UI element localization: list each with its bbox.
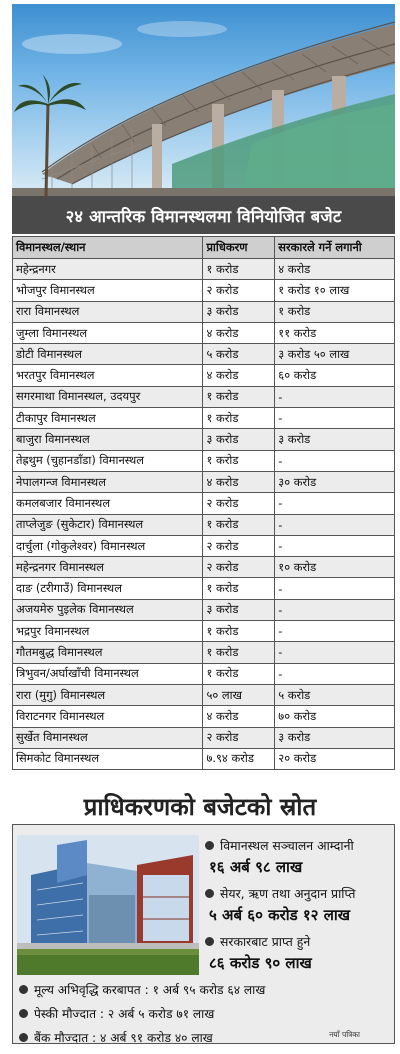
- cell-authority: १ करोड: [203, 578, 275, 599]
- cell-government: ४ करोड: [275, 259, 395, 280]
- cell-authority: ३ करोड: [203, 429, 275, 450]
- header-authority: प्राधिकरण: [203, 237, 275, 259]
- cell-airport: रारा विमानस्थल: [13, 301, 203, 322]
- cell-government: ३ करोड: [275, 727, 395, 748]
- bullet-icon: [19, 1033, 28, 1042]
- cell-airport: विराटनगर विमानस्थल: [13, 706, 203, 727]
- cell-airport: कमलबजार विमानस्थल: [13, 493, 203, 514]
- source-box: [12, 824, 395, 1044]
- table-row: [13, 642, 395, 663]
- cell-government: ७० करोड: [275, 706, 395, 727]
- budget-table: [12, 236, 395, 770]
- cell-government: -: [275, 599, 395, 620]
- cell-airport: टीकापुर विमानस्थल: [13, 408, 203, 429]
- table-row: [13, 599, 395, 620]
- cell-airport: भद्रपुर विमानस्थल: [13, 621, 203, 642]
- cell-government: -: [275, 493, 395, 514]
- cell-airport: सिमकोट विमानस्थल: [13, 748, 203, 769]
- advance-line: [19, 1005, 214, 1022]
- cell-airport: बाजुरा विमानस्थल: [13, 429, 203, 450]
- table-row: [13, 344, 395, 365]
- table-row: [13, 557, 395, 578]
- header-government: सरकारले गर्ने लगानी: [275, 237, 395, 259]
- cell-authority: १ करोड: [203, 408, 275, 429]
- cell-authority: २ करोड: [203, 535, 275, 556]
- bullet-icon: [19, 1009, 28, 1018]
- table-row: [13, 386, 395, 407]
- cell-airport: भरतपुर विमानस्थल: [13, 365, 203, 386]
- table-row: [13, 493, 395, 514]
- table-row: [13, 471, 395, 492]
- cell-authority: ५ करोड: [203, 344, 275, 365]
- source-amount: १६ अर्ब ९८ लाख: [209, 858, 303, 876]
- cell-airport: ताप्लेजुङ (सुकेटार) विमानस्थल: [13, 514, 203, 535]
- source-heading: प्राधिकरणको बजेटको स्रोत: [83, 792, 317, 821]
- cell-government: -: [275, 621, 395, 642]
- cell-airport: महेन्द्रनगर: [13, 259, 203, 280]
- cell-government: ३० करोड: [275, 471, 395, 492]
- cell-authority: ३ करोड: [203, 301, 275, 322]
- cell-authority: २ करोड: [203, 493, 275, 514]
- cell-airport: रारा (मुगु) विमानस्थल: [13, 684, 203, 705]
- cell-airport: सुर्खेत विमानस्थल: [13, 727, 203, 748]
- source-label: सरकारबाट प्राप्त हुने: [220, 934, 311, 949]
- cell-airport: महेन्द्रनगर विमानस्थल: [13, 557, 203, 578]
- cell-authority: १ करोड: [203, 642, 275, 663]
- credit-text: नयाँ पत्रिका: [329, 1030, 360, 1039]
- table-row: [13, 322, 395, 343]
- table-row: [13, 706, 395, 727]
- cell-airport: सगरमाथा विमानस्थल, उदयपुर: [13, 386, 203, 407]
- cell-authority: ५० लाख: [203, 684, 275, 705]
- cell-authority: ४ करोड: [203, 322, 275, 343]
- cell-government: ६० करोड: [275, 365, 395, 386]
- cell-authority: १ करोड: [203, 621, 275, 642]
- source-amount: ८६ करोड ९० लाख: [209, 954, 312, 972]
- cell-authority: ७.९४ करोड: [203, 748, 275, 769]
- cell-authority: १ करोड: [203, 259, 275, 280]
- table-row: [13, 280, 395, 301]
- bullet-icon: [205, 841, 214, 850]
- page-title: २४ आन्तरिक विमानस्थलमा विनियोजित बजेट: [12, 196, 395, 234]
- cell-airport: त्रिभुवन/अर्घाखाँची विमानस्थल: [13, 663, 203, 684]
- cell-authority: ४ करोड: [203, 365, 275, 386]
- table-row: [13, 259, 395, 280]
- cell-government: ३ करोड ५० लाख: [275, 344, 395, 365]
- table-row: [13, 514, 395, 535]
- cell-airport: नेपालगन्ज विमानस्थल: [13, 471, 203, 492]
- cell-airport: दाङ (टरीगाउँ) विमानस्थल: [13, 578, 203, 599]
- cell-government: -: [275, 386, 395, 407]
- cell-authority: ४ करोड: [203, 471, 275, 492]
- cell-government: -: [275, 663, 395, 684]
- cell-government: -: [275, 408, 395, 429]
- cell-government: -: [275, 450, 395, 471]
- cell-airport: दार्चुला (गोकुलेश्वर) विमानस्थल: [13, 535, 203, 556]
- vat-text: मूल्य अभिवृद्धि करबापत : १ अर्ब ९५ करोड ६४ लाख: [34, 983, 266, 997]
- source-amount: ५ अर्ब ६० करोड १२ लाख: [209, 906, 351, 924]
- table-row: [13, 301, 395, 322]
- cell-authority: २ करोड: [203, 727, 275, 748]
- bank-text: बैंक मौज्दात : ४ अर्ब ९१ करोड ४० लाख: [34, 1031, 213, 1045]
- table-row: [13, 621, 395, 642]
- bullet-icon: [19, 985, 28, 994]
- table-row: [13, 429, 395, 450]
- cell-government: -: [275, 514, 395, 535]
- source-item-operation: [205, 837, 354, 854]
- cell-authority: १ करोड: [203, 663, 275, 684]
- cell-authority: १ करोड: [203, 514, 275, 535]
- advance-text: पेस्की मौज्दात : २ अर्ब ५ करोड ७१ लाख: [34, 1007, 215, 1021]
- source-item-government: [205, 933, 310, 950]
- cell-government: -: [275, 642, 395, 663]
- cell-government: १० करोड: [275, 557, 395, 578]
- cell-authority: २ करोड: [203, 280, 275, 301]
- cell-authority: १ करोड: [203, 450, 275, 471]
- cell-airport: जुम्ला विमानस्थल: [13, 322, 203, 343]
- table-row: [13, 365, 395, 386]
- table-row: [13, 535, 395, 556]
- cell-authority: ४ करोड: [203, 706, 275, 727]
- cell-authority: ३ करोड: [203, 599, 275, 620]
- cell-airport: भोजपुर विमानस्थल: [13, 280, 203, 301]
- table-row: [13, 408, 395, 429]
- vat-line: [19, 981, 265, 998]
- cell-government: -: [275, 578, 395, 599]
- cell-government: ३ करोड: [275, 429, 395, 450]
- header-airport: विमानस्थल/स्थान: [13, 237, 203, 259]
- cell-airport: डोटी विमानस्थल: [13, 344, 203, 365]
- cell-airport: तेह्रथुम (चुहानडाँडा) विमानस्थल: [13, 450, 203, 471]
- table-row: [13, 663, 395, 684]
- cell-authority: १ करोड: [203, 386, 275, 407]
- source-label: विमानस्थल सञ्चालन आम्दानी: [220, 838, 354, 853]
- cell-government: ५ करोड: [275, 684, 395, 705]
- cell-government: २० करोड: [275, 748, 395, 769]
- cell-government: -: [275, 535, 395, 556]
- table-row: [13, 578, 395, 599]
- construction-photo: [12, 4, 395, 196]
- bullet-icon: [205, 889, 214, 898]
- table-row: [13, 727, 395, 748]
- bank-line: [19, 1029, 213, 1046]
- bullet-icon: [205, 937, 214, 946]
- cell-government: १ करोड: [275, 301, 395, 322]
- cell-government: १ करोड १० लाख: [275, 280, 395, 301]
- cell-authority: २ करोड: [203, 557, 275, 578]
- table-row: [13, 450, 395, 471]
- cell-airport: गौतमबुद्ध विमानस्थल: [13, 642, 203, 663]
- cell-airport: अजयमेरु पुइलेक विमानस्थल: [13, 599, 203, 620]
- table-header-row: [13, 237, 395, 259]
- table-row: [13, 748, 395, 769]
- cell-government: ११ करोड: [275, 322, 395, 343]
- airport-building-image: [17, 835, 199, 975]
- table-row: [13, 684, 395, 705]
- source-item-share-loan: [205, 885, 355, 902]
- source-label: सेयर, ऋण तथा अनुदान प्राप्ति: [220, 886, 356, 901]
